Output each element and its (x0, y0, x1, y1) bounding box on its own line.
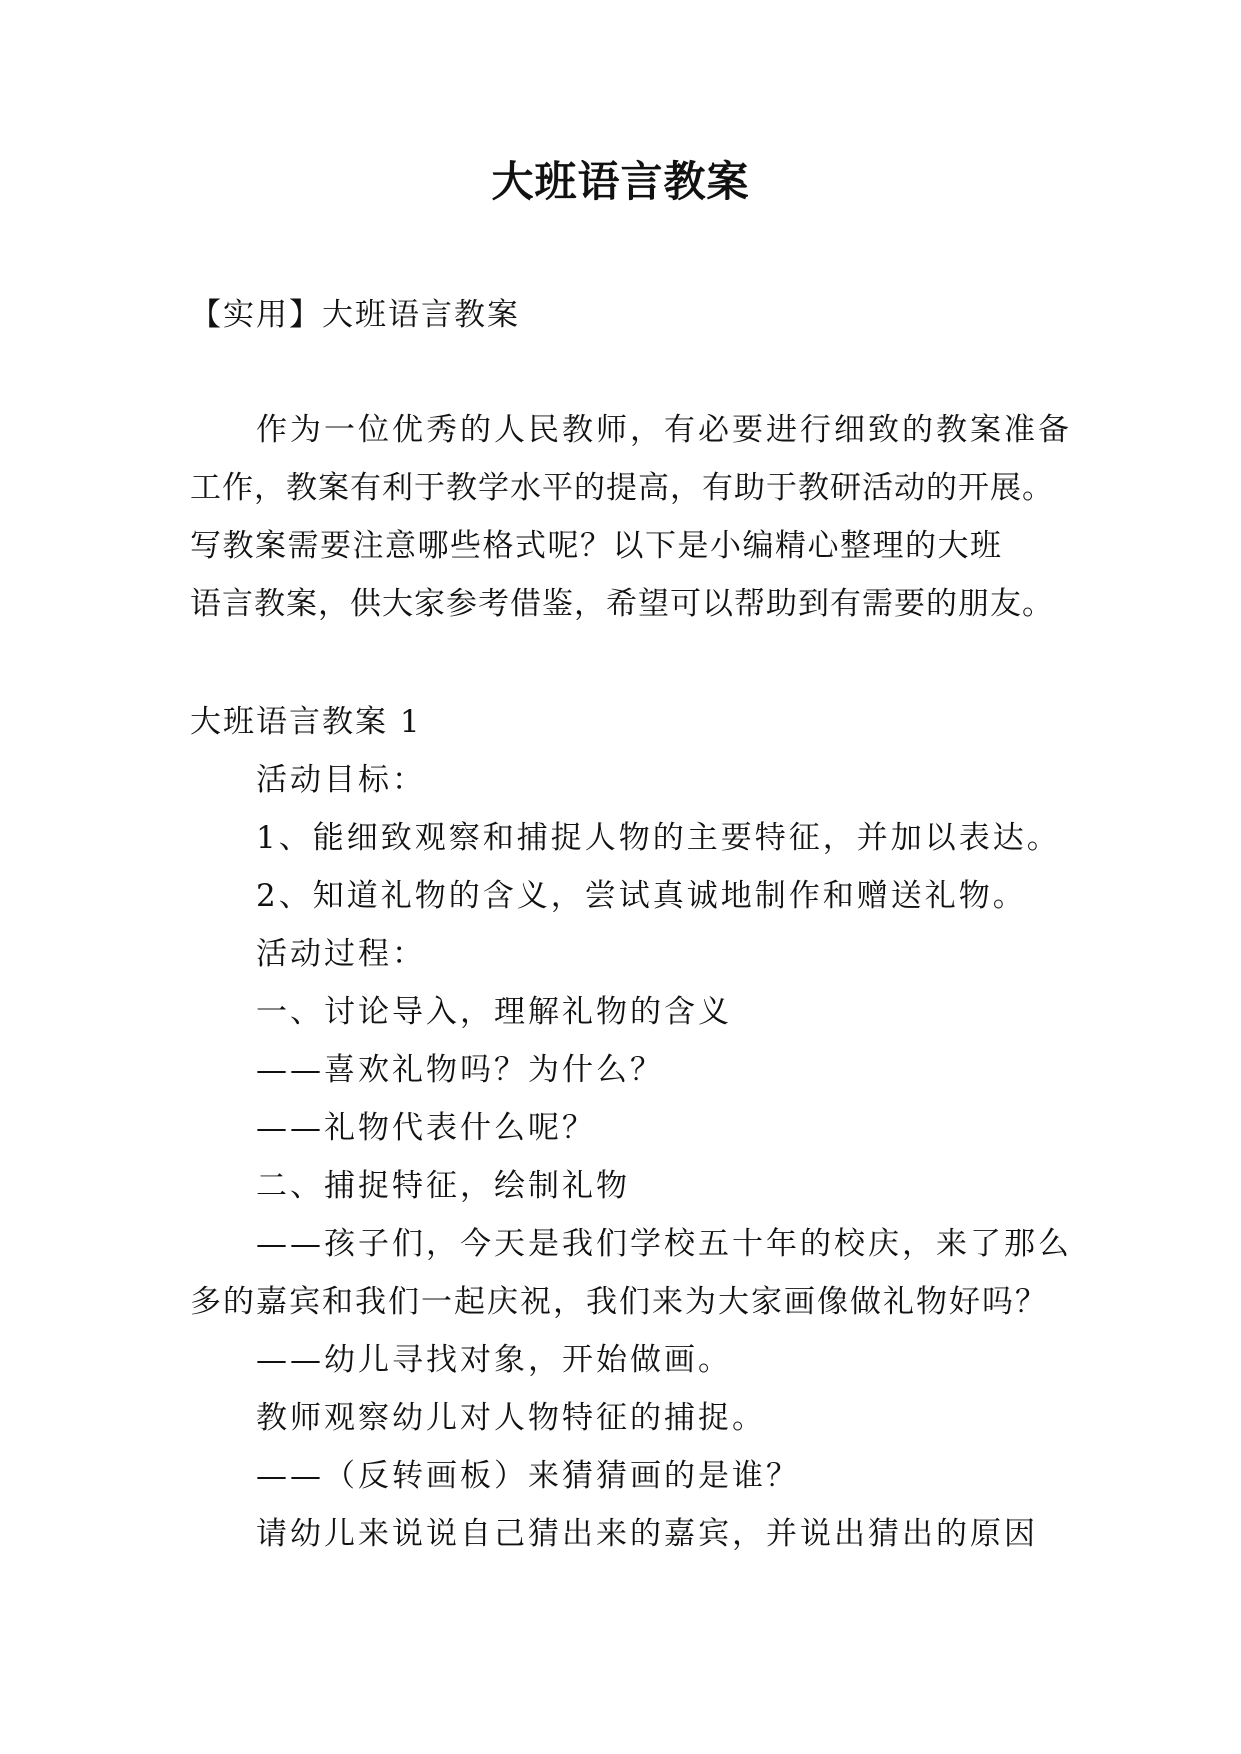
body-line: ——礼物代表什么呢？ (256, 1110, 596, 1146)
body-line: 请幼儿来说说自己猜出来的嘉宾，并说出猜出的原因 (256, 1516, 1038, 1552)
document-subtitle: 【实用】大班语言教案 (190, 297, 520, 333)
intro-line: 语言教案，供大家参考借鉴，希望可以帮助到有需要的朋友。 (190, 586, 1054, 622)
body-line: 活动目标： (256, 762, 426, 798)
body-line: ——喜欢礼物吗？为什么？ (256, 1052, 664, 1088)
document-title: 大班语言教案 (491, 157, 750, 206)
intro-line: 作为一位优秀的人民教师，有必要进行细致的教案准备 (256, 412, 1072, 448)
intro-line: 写教案需要注意哪些格式呢？以下是小编精心整理的大班 (190, 528, 1003, 564)
body-line: 教师观察幼儿对人物特征的捕捉。 (256, 1400, 766, 1436)
body-line: 1、能细致观察和捕捉人物的主要特征，并加以表达。 (256, 820, 1061, 856)
section-heading: 大班语言教案 1 (190, 704, 422, 740)
body-line: ——（反转画板）来猜猜画的是谁？ (256, 1458, 800, 1494)
body-line: ——幼儿寻找对象，开始做画。 (256, 1342, 732, 1378)
body-line: ——孩子们，今天是我们学校五十年的校庆，来了那么 (256, 1226, 1072, 1262)
body-line: 2、知道礼物的含义，尝试真诚地制作和赠送礼物。 (256, 878, 1027, 914)
body-line: 二、捕捉特征，绘制礼物 (256, 1168, 630, 1204)
body-line: 一、讨论导入，理解礼物的含义 (256, 994, 732, 1030)
body-line: 多的嘉宾和我们一起庆祝，我们来为大家画像做礼物好吗？ (190, 1284, 1048, 1320)
body-line: 活动过程： (256, 936, 426, 972)
intro-line: 工作，教案有利于教学水平的提高，有助于教研活动的开展。 (190, 470, 1054, 506)
